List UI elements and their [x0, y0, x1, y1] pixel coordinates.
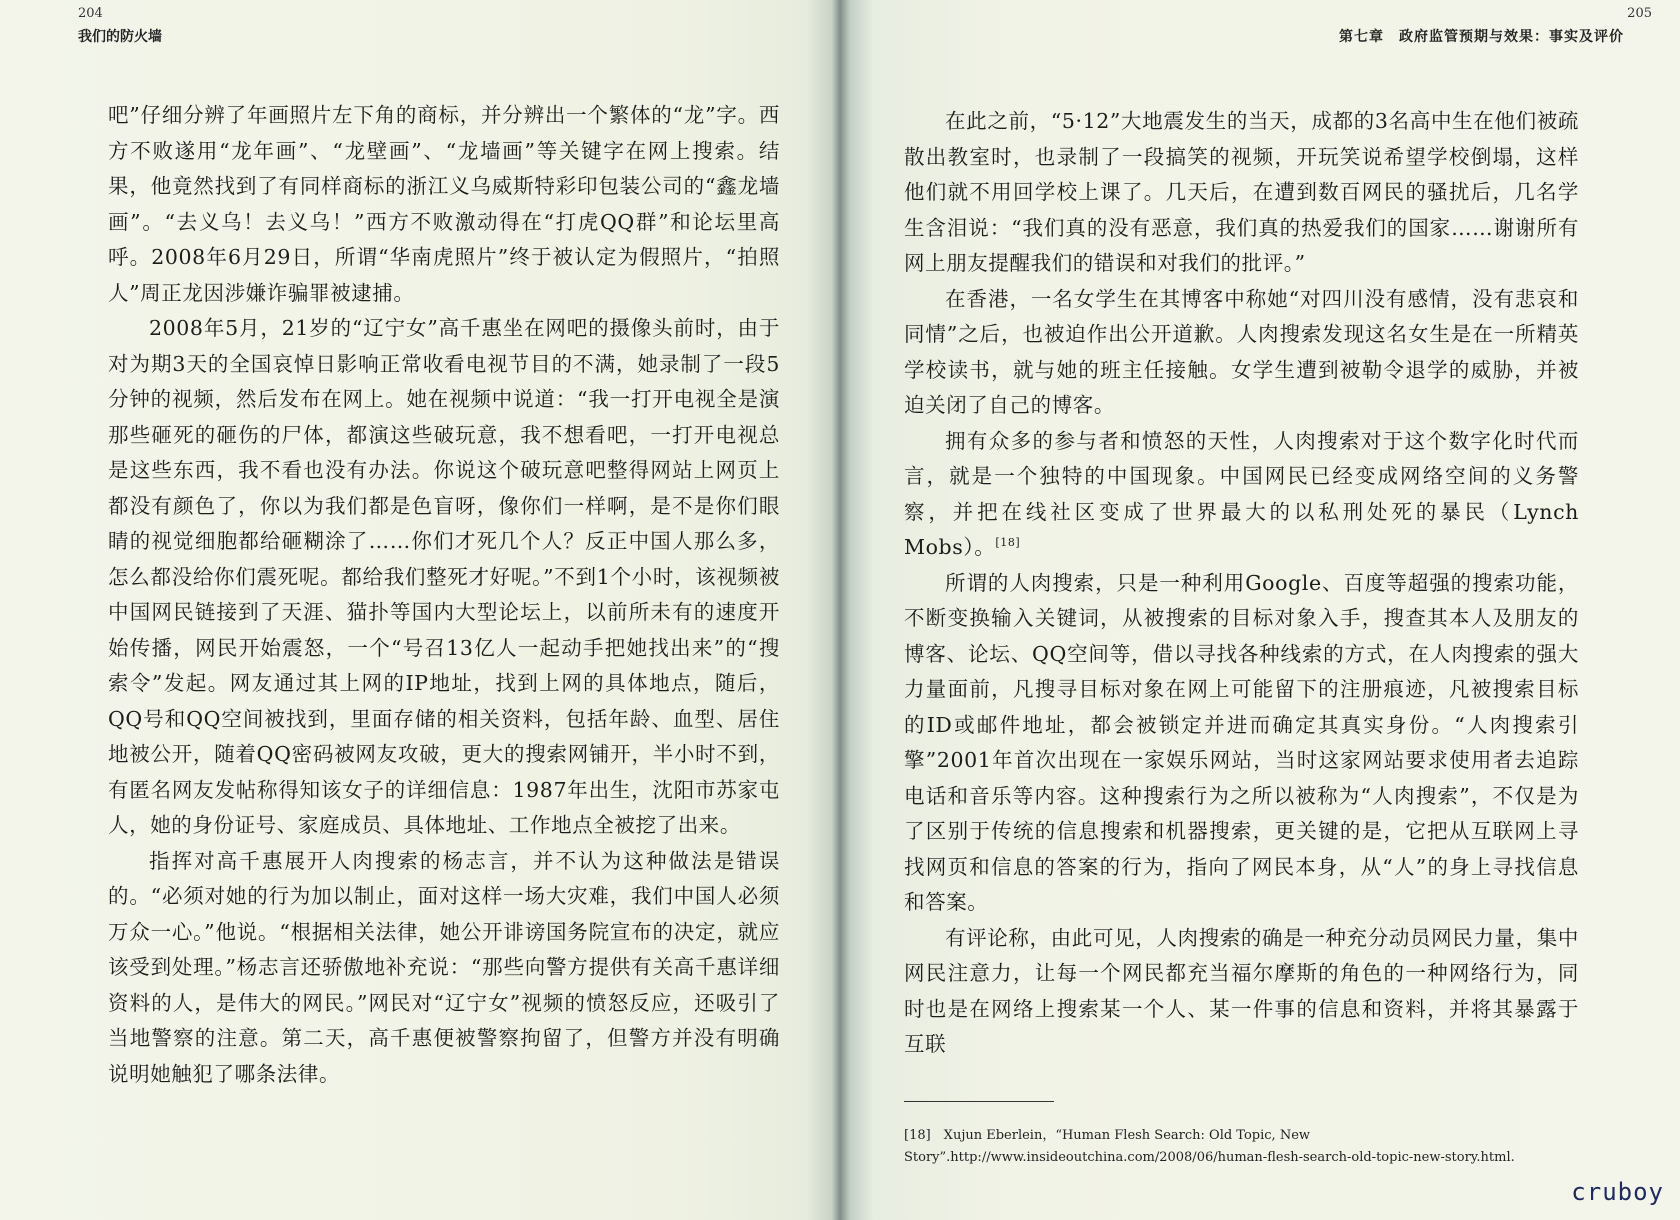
- paragraph-text: 拥有众多的参与者和愤怒的天性，人肉搜索对于这个数字化时代而言，就是一个独特的中国现象。中国网民已经变成网络空间的义务警察，并把在线社区变成了世界最大的以私刑处死的暴民（Lynch Mobs）。: [904, 428, 1579, 559]
- paragraph: [904, 424, 1579, 566]
- running-head: 我们的防火墙: [78, 29, 162, 45]
- paragraph: 指挥对高千惠展开人肉搜索的杨志言，并不认为这种做法是错误的。“必须对她的行为加以制止，面对这样一场大灾难，我们中国人必须万众一心。”他说。“根据相关法律，她公开诽谤国务院宣布的决定，就应该受到处理。”杨志言还骄傲地补充说：“那些向警方提供有关高千惠详细资料的人，是伟大的网民。”网民对“辽宁女”视频的愤怒反应，还吸引了当地警察的注意。第二天，高千惠便被警察拘留了，但警方并没有明确说明她触犯了哪条法律。: [108, 848, 780, 1086]
- paragraph: 吧”仔细分辨了年画照片左下角的商标，并分辨出一个繁体的“龙”字。西方不败遂用“龙年画”、“龙壁画”、“龙墙画”等关键字在网上搜索。结果，他竟然找到了有同样商标的浙江义乌威斯特彩印包装公司的“鑫龙墙画”。“去义乌！去义乌！”西方不败激动得在“打虎QQ群”和论坛里高呼。2008年6月29日，所谓“华南虎照片”终于被认定为假照片，“拍照人”周正龙因涉嫌诈骗罪被逮捕。: [108, 103, 780, 305]
- footnote-marker: [18]: [995, 536, 1021, 550]
- watermark: cruboy: [1571, 1178, 1664, 1206]
- footnote-divider: [904, 1101, 1054, 1102]
- paragraph: 2008年5月，21岁的“辽宁女”高千惠坐在网吧的摄像头前时，由于对为期3天的全国哀悼日影响正常收看电视节目的不满，她录制了一段5分钟的视频，然后发布在网上。她在视频中说道：“我一打开电视全是演那些砸死的砸伤的尸体，都演这些破玩意，我不想看吧，一打开电视总是这些东西，我不看也没有办法。你说这个破玩意吧整得网站上网页上都没有颜色了，你以为我们都是色盲呀，像你们一样啊，是不是你们眼睛的视觉细胞都给砸糊涂了……你们才死几个人？反正中国人那么多，怎么都没给你们震死呢。都给我们整死才好呢。”不到1个小时，该视频被中国网民链接到了天涯、猫扑等国内大型论坛上，以前所未有的速度开始传播，网民开始震怒，一个“号召13亿人一起动手把她找出来”的“搜索令”发起。网友通过其上网的IP地址，找到上网的具体地点，随后，QQ号和QQ空间被找到，里面存储的相关资料，包括年龄、血型、居住地被公开，随着QQ密码被网友攻破，更大的搜索网铺开，半小时不到，有匿名网友发帖称得知该女子的详细信息：1987年出生，沈阳市苏家屯人，她的身份证号、家庭成员、具体地址、工作地点全被挖了出来。: [108, 316, 780, 837]
- page-body: [108, 98, 780, 1092]
- running-head: 第七章 政府监管预期与效果：事实及评价: [1339, 29, 1624, 45]
- right-page: [850, 0, 1680, 1220]
- left-page: [0, 0, 830, 1220]
- page-number: 204: [78, 6, 103, 21]
- page-number: 205: [1627, 6, 1652, 21]
- page-body: [904, 104, 1579, 1063]
- paragraph: 有评论称，由此可见，人肉搜索的确是一种充分动员网民力量，集中网民注意力，让每一个网民都充当福尔摩斯的角色的一种网络行为，同时也是在网络上搜索某一个人、某一件事的信息和资料，并将其暴露于互联: [904, 925, 1579, 1056]
- paragraph: 在香港，一名女学生在其博客中称她“对四川没有感情，没有悲哀和同情”之后，也被迫作出公开道歉。人肉搜索发现这名女生是在一所精英学校读书，就与她的班主任接触。女学生遭到被勒令退学的威胁，并被迫关闭了自己的博客。: [904, 286, 1579, 417]
- footnote: [18] Xujun Eberlein，“Human Flesh Search: Old Topic, New Story”.http://www.insideoutchina.com/2008/06/human-flesh-search-old-topic-new-story.html.: [904, 1128, 1515, 1165]
- paragraph: 在此之前，“5·12”大地震发生的当天，成都的3名高中生在他们被疏散出教室时，也录制了一段搞笑的视频，开玩笑说希望学校倒塌，这样他们就不用回学校上课了。几天后，在遭到数百网民的骚扰后，几名学生含泪说：“我们真的没有恶意，我们真的热爱我们的国家……谢谢所有网上朋友提醒我们的错误和对我们的批评。”: [904, 109, 1579, 275]
- paragraph: 所谓的人肉搜索，只是一种利用Google、百度等超强的搜索功能，不断变换输入关键词，从被搜索的目标对象入手，搜查其本人及朋友的博客、论坛、QQ空间等，借以寻找各种线索的方式，在人肉搜索的强大力量面前，凡搜寻目标对象在网上可能留下的注册痕迹，凡被搜索目标的ID或邮件地址，都会被锁定并进而确定其真实身份。“人肉搜索引擎”2001年首次出现在一家娱乐网站，当时这家网站要求使用者去追踪电话和音乐等内容。这种搜索行为之所以被称为“人肉搜索”，不仅是为了区别于传统的信息搜索和机器搜索，更关键的是，它把从互联网上寻找网页和信息的答案的行为，指向了网民本身，从“人”的身上寻找信息和答案。: [904, 570, 1579, 914]
